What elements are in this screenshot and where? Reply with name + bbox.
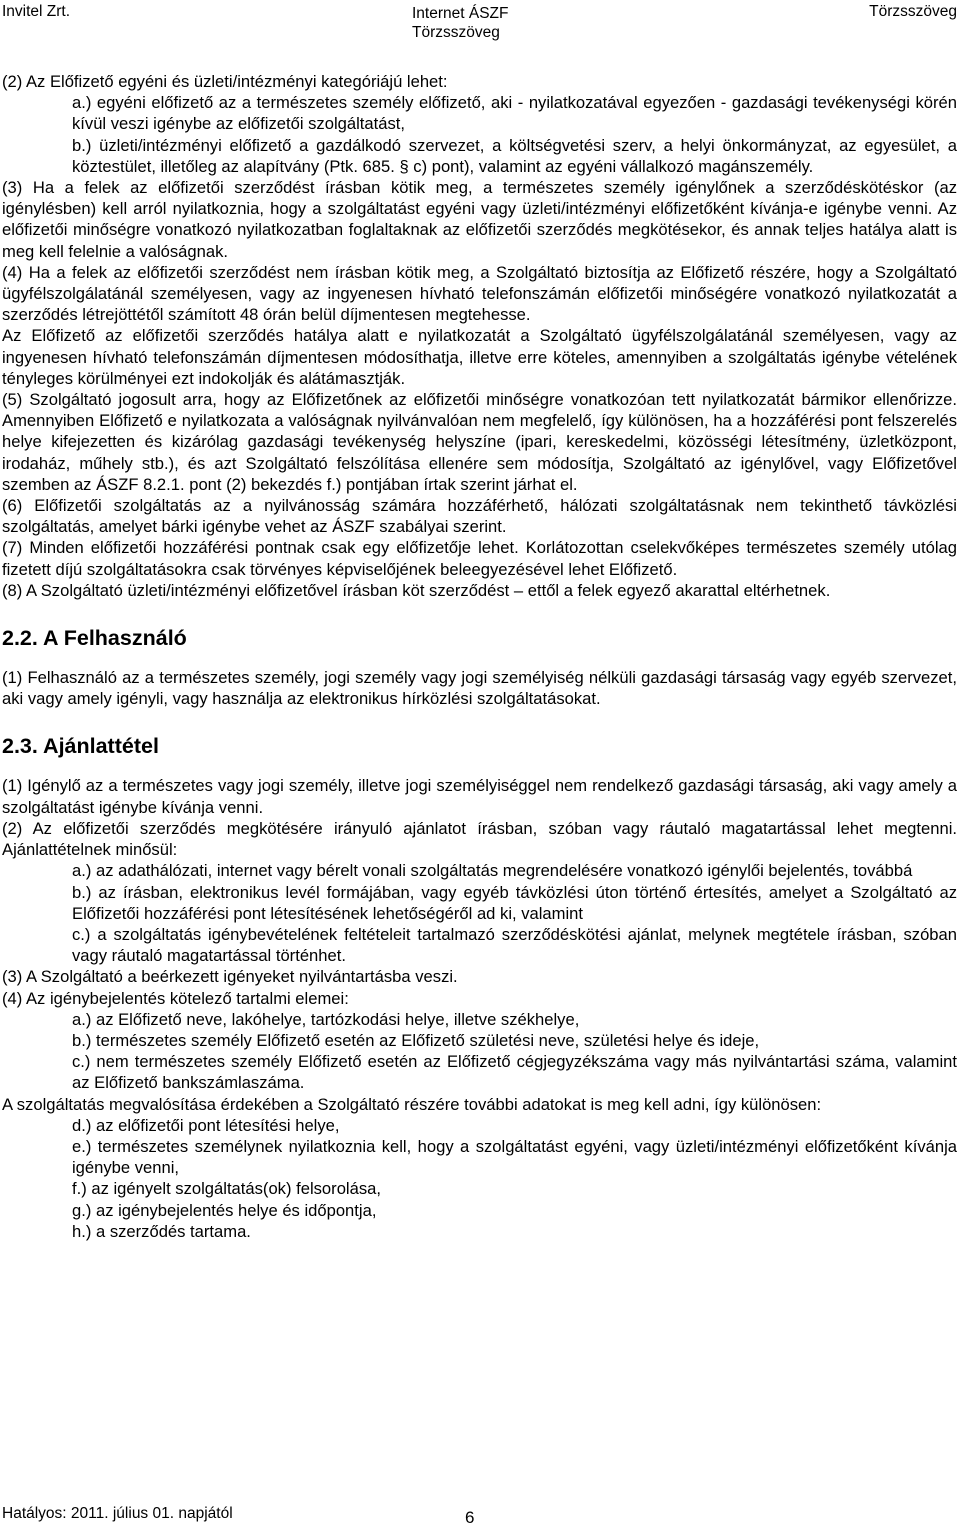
paragraph: (1) Felhasználó az a természetes személy, jogi személy vagy jogi személyiség nélküli gazdasági társaság vagy egyéb szervezet, aki vagy amely igényli, vagy használja az elektronikus hírközlési szolgáltatásokat. — [2, 668, 957, 709]
list-item: b.) üzleti/intézményi előfizető a gazdálkodó szervezet, a költségvetési szerv, a helyi önkormányzat, az egyesület, a köztestület, illetőleg az alapítvány (Ptk. 685. § c) pont), valamint az egyéni vállalkozó magánszemély. — [72, 135, 957, 176]
list-item: f.) az igényelt szolgáltatás(ok) felsorolása, — [72, 1179, 381, 1199]
footer-effective-date: Hatályos: 2011. július 01. napjától — [2, 1505, 233, 1522]
page-header — [0, 0, 960, 48]
list-item: a.) az adathálózati, internet vagy bérelt vonali szolgáltatás megrendelésére vonatkozó igénylői bejelentés, továbbá — [72, 861, 913, 881]
paragraph: A szolgáltatás megvalósítása érdekében a Szolgáltató részére további adatokat is meg kell adni, így különösen: — [2, 1094, 822, 1114]
list-item: b.) természetes személy Előfizető esetén az Előfizető születési neve, születési helye és ideje, — [72, 1030, 760, 1050]
paragraph: (2) Az előfizetői szerződés megkötésére irányuló ajánlatot írásban, szóban vagy ráutaló magatartással lehet megtenni. Ajánlattételnek minősül: — [2, 818, 957, 860]
paragraph: (4) Ha a felek az előfizetői szerződést nem írásban kötik meg, a Szolgáltató biztosítja az Előfizető részére, hogy a Szolgáltató ügyfélszolgálatánál személyesen, vagy az ingyenesen hívható telefonszámán előfizetői minőségére vonatkozó nyilatkozatát a szerződés létrejöttétől számított 48 órán belül díjmentesen megtehesse. — [2, 262, 957, 325]
list-item: a.) az Előfizető neve, lakóhelye, tartózkodási helye, illetve székhelye, — [72, 1009, 580, 1029]
header-company: Invitel Zrt. — [2, 3, 71, 20]
list-item: c.) nem természetes személy Előfizető esetén az Előfizető cégjegyzékszáma vagy más nyilvántartási száma, valamint az Előfizető bankszámlaszáma. — [72, 1052, 957, 1093]
header-title-line2: Törzsszöveg — [412, 24, 500, 41]
paragraph: (4) Az igénybejelentés kötelező tartalmi elemei: — [2, 988, 349, 1008]
page-number: 6 — [465, 1508, 475, 1527]
list-item: b.) az írásban, elektronikus levél formájában, vagy egyéb távközlési úton történő értesítés, amelyet a Szolgáltató az Előfizetői hozzáférési pont létesítésének lehetőségéről ad ki, valamint — [72, 882, 957, 923]
section-heading: 2.3. Ajánlattétel — [2, 734, 159, 759]
paragraph: (6) Előfizetői szolgáltatás az a nyilvánosság számára hozzáférhető, hálózati szolgáltatásnak nem tekinthető távközlési szolgáltatás, amelyet bárki igénybe vehet az ÁSZF szabályai szerint. — [2, 496, 957, 537]
header-document-title — [412, 4, 508, 42]
header-title-line1: Internet ÁSZF — [412, 5, 509, 22]
paragraph: (8) A Szolgáltató üzleti/intézményi előfizetővel írásban köt szerződést – ettől a felek egyező akarattal eltérhetnek. — [2, 580, 831, 600]
list-item: g.) az igénybejelentés helye és időpontja, — [72, 1200, 377, 1220]
list-item: d.) az előfizetői pont létesítési helye, — [72, 1115, 340, 1135]
paragraph: Az Előfizető az előfizetői szerződés hatálya alatt e nyilatkozatát a Szolgáltató ügyfélszolgálatánál személyesen, vagy az ingyenesen hívható telefonszámán díjmentesen módosíthatja, illetve erre köteles, amennyiben a szolgáltatás igénybe vételének tényleges körülményei ezt indokolják és alátámasztják. — [2, 326, 957, 388]
paragraph: (7) Minden előfizetői hozzáférési pontnak csak egy előfizetője lehet. Korlátozottan cselekvőképes természetes személy utólag fizetett díjú szolgáltatásokra csak törvényes képviselőjének beleegyezésével lehet Előfizető. — [2, 538, 957, 579]
list-item: a.) egyéni előfizető az a természetes személy előfizető, aki - nyilatkozatával egyezően - gazdasági tevékenységi körén kívül veszi igénybe az előfizetői szolgáltatást, — [72, 93, 957, 134]
document-body — [2, 71, 957, 1242]
paragraph: (2) Az Előfizető egyéni és üzleti/intézményi kategóriájú lehet: — [2, 72, 448, 91]
section-heading: 2.2. A Felhasználó — [2, 626, 187, 651]
page-footer — [2, 1502, 957, 1527]
header-version: Törzsszöveg — [869, 3, 957, 20]
paragraph: (5) Szolgáltató jogosult arra, hogy az Előfizetőnek az előfizetői minőségre vonatkozóan tett nyilatkozatát bármikor ellenőrizze. Amennyiben Előfizető e nyilatkozata a valóságnak nyilvánvalóan nem megfelelő, így különösen, ha a hozzáférési pont felszerelés helye kifejezetten és kizárólag gazdasági tevékenység helyszíne (ipari, kereskedelmi, közösségi létesítmény, üzletközpont, irodaház, műhely stb.), és azt Szolgáltató felszólítása ellenére sem módosítja, Szolgáltató az igénylővel, vagy Előfizetővel szemben az ÁSZF 8.2.1. pont (2) bekezdés f.) pontjában írtak szerint járhat el. — [2, 390, 957, 494]
list-item: h.) a szerződés tartama. — [72, 1221, 251, 1241]
paragraph: (3) A Szolgáltató a beérkezett igényeket nyilvántartásba veszi. — [2, 967, 458, 987]
paragraph: (3) Ha a felek az előfizetői szerződést írásban kötik meg, a természetes személy igénylőnek a szerződéskötéskor (az igénylésben) kell arról nyilatkoznia, hogy a szolgáltatást egyéni vagy üzleti/intézményi előfizetőként kívánja-e igénybe venni. Az előfizetői minőségre vonatkozó nyilatkozatban foglaltaknak az előfizetői szerződés megkötésekor, és annak teljes hatálya alatt is meg kell felelnie a valóságnak. — [2, 178, 957, 261]
list-item: e.) természetes személynek nyilatkoznia kell, hogy a szolgáltatást egyéni, vagy üzleti/intézményi előfizetőként kívánja igénybe venni, — [72, 1136, 957, 1178]
list-item: c.) a szolgáltatás igénybevételének feltételeit tartalmazó szerződéskötési ajánlat, melynek megtétele írásban, szóban vagy ráutaló magatartással történhet. — [72, 924, 957, 966]
paragraph: (1) Igénylő az a természetes vagy jogi személy, illetve jogi személyiséggel nem rendelkező gazdasági társaság, aki vagy amely a szolgáltatást igénybe kívánja venni. — [2, 776, 957, 817]
